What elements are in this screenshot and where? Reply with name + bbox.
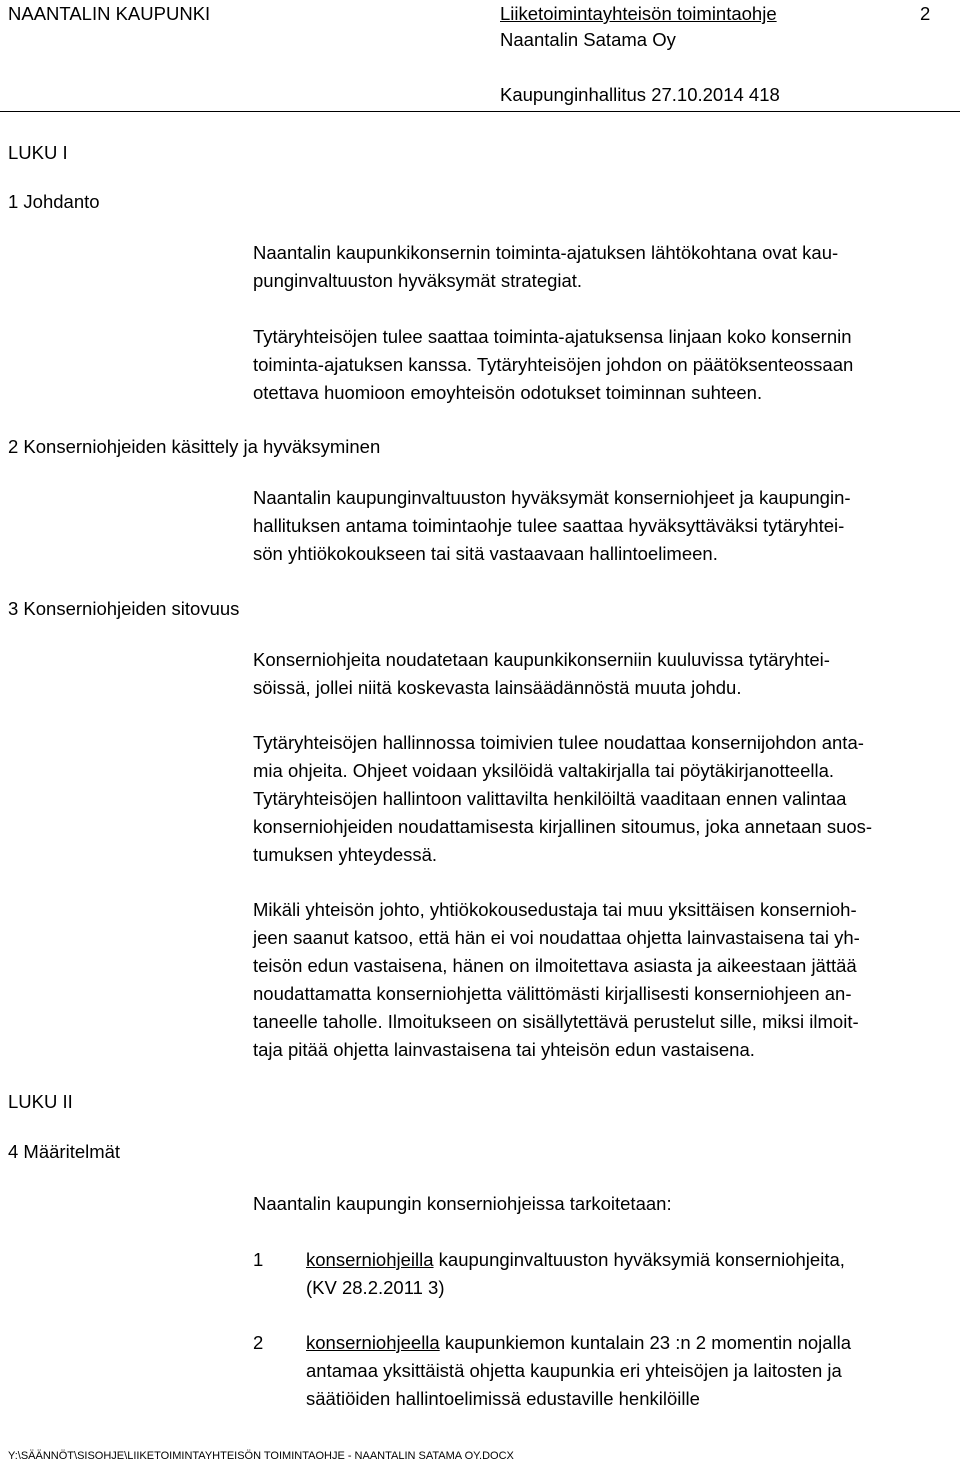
chapter-heading-2: LUKU II (8, 1091, 73, 1112)
paragraph-binding (253, 646, 953, 702)
definition-text: antamaa yksittäistä ohjetta kaupunkia eri yhteisöjen ja laitosten ja (306, 1360, 842, 1381)
header-org: NAANTALIN KAUPUNKI (8, 3, 211, 24)
paragraph-line: Naantalin kaupunginvaltuuston hyväksymät konserniohjeet ja kaupungin- (253, 487, 851, 508)
paragraph-line: toiminta-ajatuksen kanssa. Tytäryhteisöjen johdon on päätöksenteossaan (253, 354, 854, 375)
definition-text: kaupunkiemon kuntalain 23 :n 2 momentin nojalla (439, 1332, 852, 1353)
section-heading-sitovuus: 3 Konserniohjeiden sitovuus (8, 598, 240, 619)
header-company: Naantalin Satama Oy (500, 29, 676, 50)
paragraph-line: Naantalin kaupunkikonsernin toiminta-ajatuksen lähtökohtana ovat kau- (253, 242, 839, 263)
definition-item (253, 1329, 953, 1419)
paragraph-line: otettava huomioon emoyhteisön odotukset toiminnan suhteen. (253, 382, 763, 403)
paragraph-line: mia ohjeita. Ohjeet voidaan yksilöidä valtakirjalla tai pöytäkirjanotteella. (253, 760, 835, 781)
paragraph-line: söissä, jollei niitä koskevasta lainsäädännöstä muuta johdu. (253, 677, 742, 698)
paragraph-line: teisön edun vastaisena, hänen on ilmoitettava asiasta ja aikeestaan jättää (253, 955, 857, 976)
paragraph-line: Konserniohjeita noudatetaan kaupunkikonserniin kuuluvissa tytäryhtei- (253, 649, 830, 670)
paragraph-line: taja pitää ohjetta lainvastaisena tai yhteisön edun vastaisena. (253, 1039, 755, 1060)
paragraph-administration (253, 729, 953, 869)
definition-term: konserniohjeella (306, 1332, 440, 1353)
definition-text: (KV 28.2.2011 3) (306, 1277, 445, 1298)
paragraph-line: Naantalin kaupungin konserniohjeissa tarkoitetaan: (253, 1193, 672, 1214)
paragraph-line: punginvaltuuston hyväksymät strategiat. (253, 270, 583, 291)
paragraph-line: konserniohjeiden noudattamisesta kirjallinen sitoumus, joka annetaan suos- (253, 816, 873, 837)
paragraph-line: Tytäryhteisöjen hallinnossa toimivien tulee noudattaa konsernijohdon anta- (253, 732, 864, 753)
paragraph-line: tumuksen yhteydessä. (253, 844, 438, 865)
definition-body (306, 1329, 946, 1413)
header-divider (0, 111, 960, 112)
paragraph-line: jeen saanut katsoo, että hän ei voi noudattaa ohjetta lainvastaisena tai yh- (253, 927, 860, 948)
definition-text: kaupunginvaltuuston hyväksymiä konserniohjeita, (433, 1249, 845, 1270)
paragraph-subsidiaries (253, 323, 953, 407)
definition-body (306, 1246, 946, 1302)
section-heading-johdanto: 1 Johdanto (8, 191, 100, 212)
paragraph-line: sön yhtiökokoukseen tai sitä vastaavaan hallintoelimeen. (253, 543, 718, 564)
paragraph-line: noudattamatta konserniohjetta välittömästi kirjallisesti konserniohjeen an- (253, 983, 852, 1004)
definition-number: 1 (253, 1249, 264, 1270)
chapter-heading-1: LUKU I (8, 142, 68, 163)
paragraph-line: Mikäli yhteisön johto, yhtiökokousedustaja tai muu yksittäisen konsernioh- (253, 899, 857, 920)
paragraph-exceptions (253, 896, 953, 1064)
paragraph-line: Tytäryhteisöjen tulee saattaa toiminta-ajatuksensa linjaan koko konsernin (253, 326, 852, 347)
paragraph-line: hallituksen antama toimintaohje tulee saattaa hyväksyttäväksi tytäryhtei- (253, 515, 845, 536)
paragraph-intro (253, 239, 953, 295)
definition-term: konserniohjeilla (306, 1249, 434, 1270)
section-heading-kasittely: 2 Konserniohjeiden käsittely ja hyväksyminen (8, 436, 381, 457)
page-number: 2 (920, 3, 931, 24)
paragraph-definitions-intro (253, 1190, 953, 1218)
definition-text: säätiöiden hallintoelimissä edustaville henkilöille (306, 1388, 700, 1409)
section-heading-maaritelmat: 4 Määritelmät (8, 1141, 121, 1162)
header-title: Liiketoimintayhteisön toimintaohje (500, 3, 777, 24)
definition-number: 2 (253, 1332, 264, 1353)
paragraph-approval (253, 484, 953, 568)
paragraph-line: Tytäryhteisöjen hallintoon valittavilta henkilöiltä vaaditaan ennen valintaa (253, 788, 847, 809)
header-meeting: Kaupunginhallitus 27.10.2014 418 (500, 84, 780, 105)
paragraph-line: taneelle taholle. Ilmoitukseen on sisällytettävä perustelut sille, miksi ilmoit- (253, 1011, 859, 1032)
definition-item (253, 1246, 953, 1306)
footer-file-path: Y:\SÄÄNNÖT\SISOHJE\LIIKETOIMINTAYHTEISÖN TOIMINTAOHJE - NAANTALIN SATAMA OY.DOCX (8, 1450, 514, 1462)
